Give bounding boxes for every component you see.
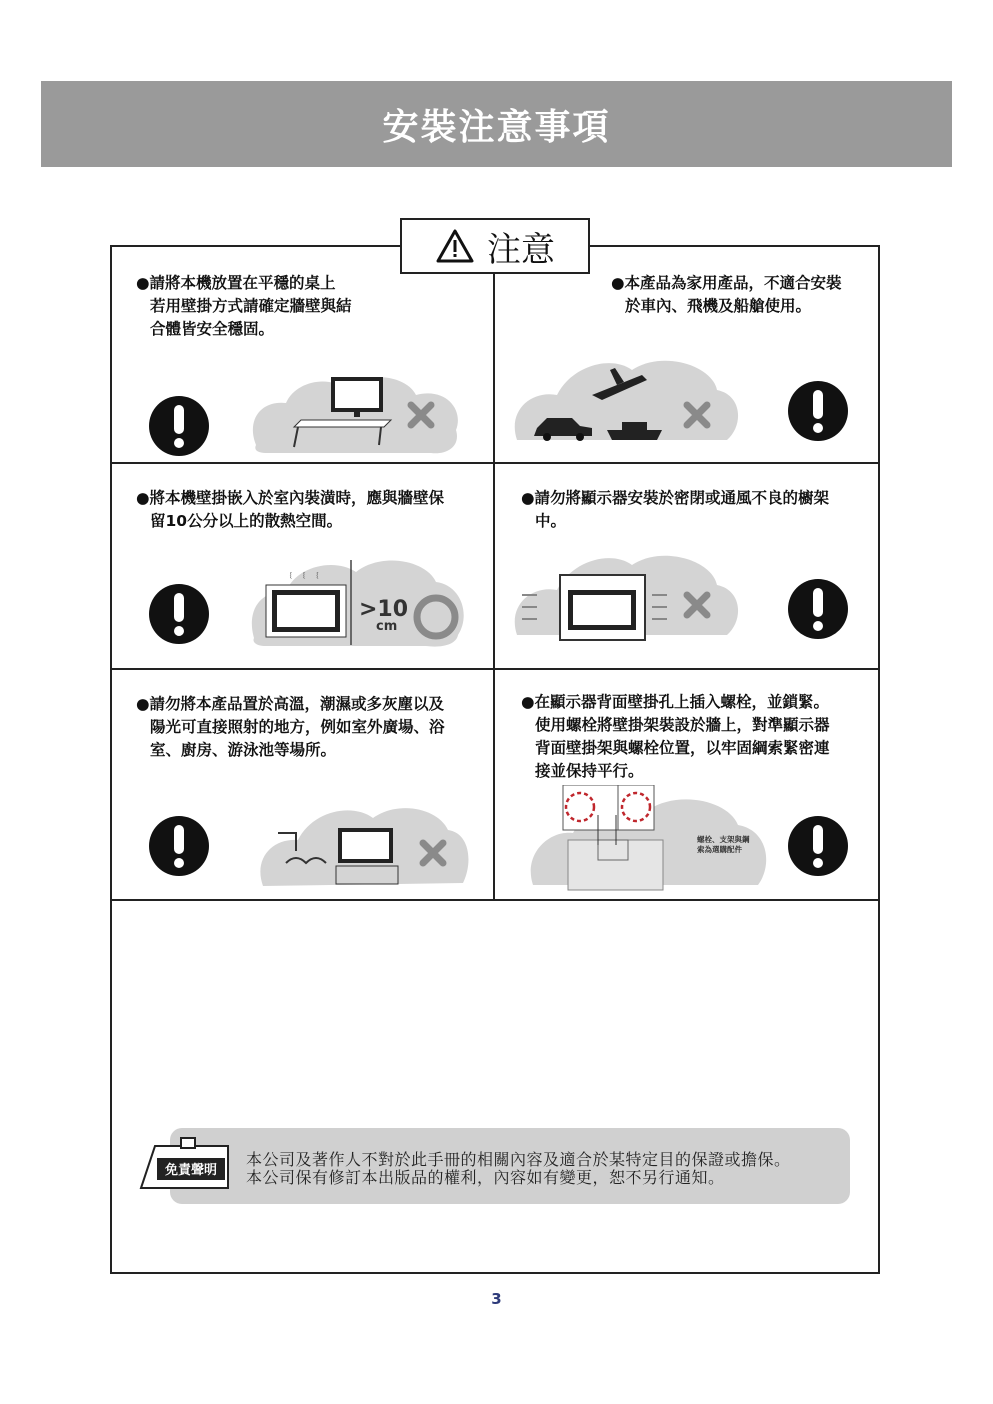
vehicles-illustration xyxy=(512,350,742,450)
note-wall-mount xyxy=(521,691,830,783)
title-banner xyxy=(41,81,952,167)
note-line: ●請將本機放置在平穩的桌上 xyxy=(136,274,336,292)
warning-triangle-icon xyxy=(435,228,475,264)
exclamation-icon xyxy=(148,815,210,877)
note-line: 於車內、飛機及船艙使用。 xyxy=(625,297,812,315)
disclaimer-tag-label: 免責聲明 xyxy=(164,1163,218,1178)
accessory-note xyxy=(697,835,750,855)
wall-clearance-illustration xyxy=(246,550,468,650)
note-line: 接並保持平行。 xyxy=(535,762,644,780)
note-line: ●在顯示器背面壁掛孔上插入螺栓，並鎖緊。 xyxy=(521,693,830,711)
note-line: 若用壁掛方式請確定牆壁與結 xyxy=(150,297,352,315)
divider-row-1 xyxy=(110,462,880,464)
exclamation-icon xyxy=(787,815,849,877)
disclaimer-line: 本公司及著作人不對於此手冊的相關內容及適合於某特定目的保證或擔保。 xyxy=(246,1150,791,1169)
note-line: 室、廚房、游泳池等場所。 xyxy=(150,741,337,759)
note-line: 留10公分以上的散熱空間。 xyxy=(150,512,343,530)
caution-label: 注意 xyxy=(487,229,555,270)
note-stable-surface xyxy=(136,272,352,341)
exclamation-icon xyxy=(148,395,210,457)
divider-row-3 xyxy=(110,899,880,901)
page-number: 3 xyxy=(491,1290,502,1308)
note-line: 背面壁掛架與螺栓位置，以牢固綱索緊密連 xyxy=(535,739,830,757)
disclaimer-line: 本公司保有修訂本出版品的權利，內容如有變更，恕不另行通知。 xyxy=(246,1168,725,1187)
distance-unit: cm xyxy=(376,619,398,634)
exclamation-icon xyxy=(787,380,849,442)
note-line: ●請勿將本產品置於高溫，潮濕或多灰塵以及 xyxy=(136,695,445,713)
accessory-note-line: 螺栓、支架與鋼 xyxy=(697,835,750,844)
note-wall-clearance xyxy=(136,487,444,533)
svg-text:﹛ ﹛ ﹛: ﹛ ﹛ ﹛ xyxy=(286,570,323,581)
note-line: ●本產品為家用產品，不適合安裝 xyxy=(611,274,842,292)
note-ventilation xyxy=(521,487,829,533)
distance-value: >10 xyxy=(359,597,409,622)
exclamation-icon xyxy=(148,583,210,645)
note-household-only xyxy=(611,272,842,318)
caution-header xyxy=(400,218,590,274)
enclosed-cabinet-illustration xyxy=(512,545,742,645)
note-line: ●請勿將顯示器安裝於密閉或通風不良的櫥架 xyxy=(521,489,830,507)
disclaimer-tag xyxy=(133,1136,233,1198)
disclaimer-text xyxy=(246,1151,791,1187)
divider-row-2 xyxy=(110,668,880,670)
humid-environment-illustration xyxy=(258,798,470,890)
note-environment xyxy=(136,693,445,762)
accessory-note-line: 索為選購配件 xyxy=(697,845,742,854)
page-title: 安裝注意事項 xyxy=(382,106,611,148)
note-line: 中。 xyxy=(535,512,567,530)
tv-on-table-illustration xyxy=(246,365,464,457)
exclamation-icon xyxy=(787,578,849,640)
note-line: 陽光可直接照射的地方，例如室外廣場、浴 xyxy=(150,718,445,736)
divider-vertical xyxy=(493,245,495,900)
note-line: 使用螺栓將壁掛架裝設於牆上，對準顯示器 xyxy=(535,716,830,734)
note-line: 合體皆安全穩固。 xyxy=(150,320,275,338)
note-line: ●將本機壁掛嵌入於室內裝潢時，應與牆壁保 xyxy=(136,489,445,507)
